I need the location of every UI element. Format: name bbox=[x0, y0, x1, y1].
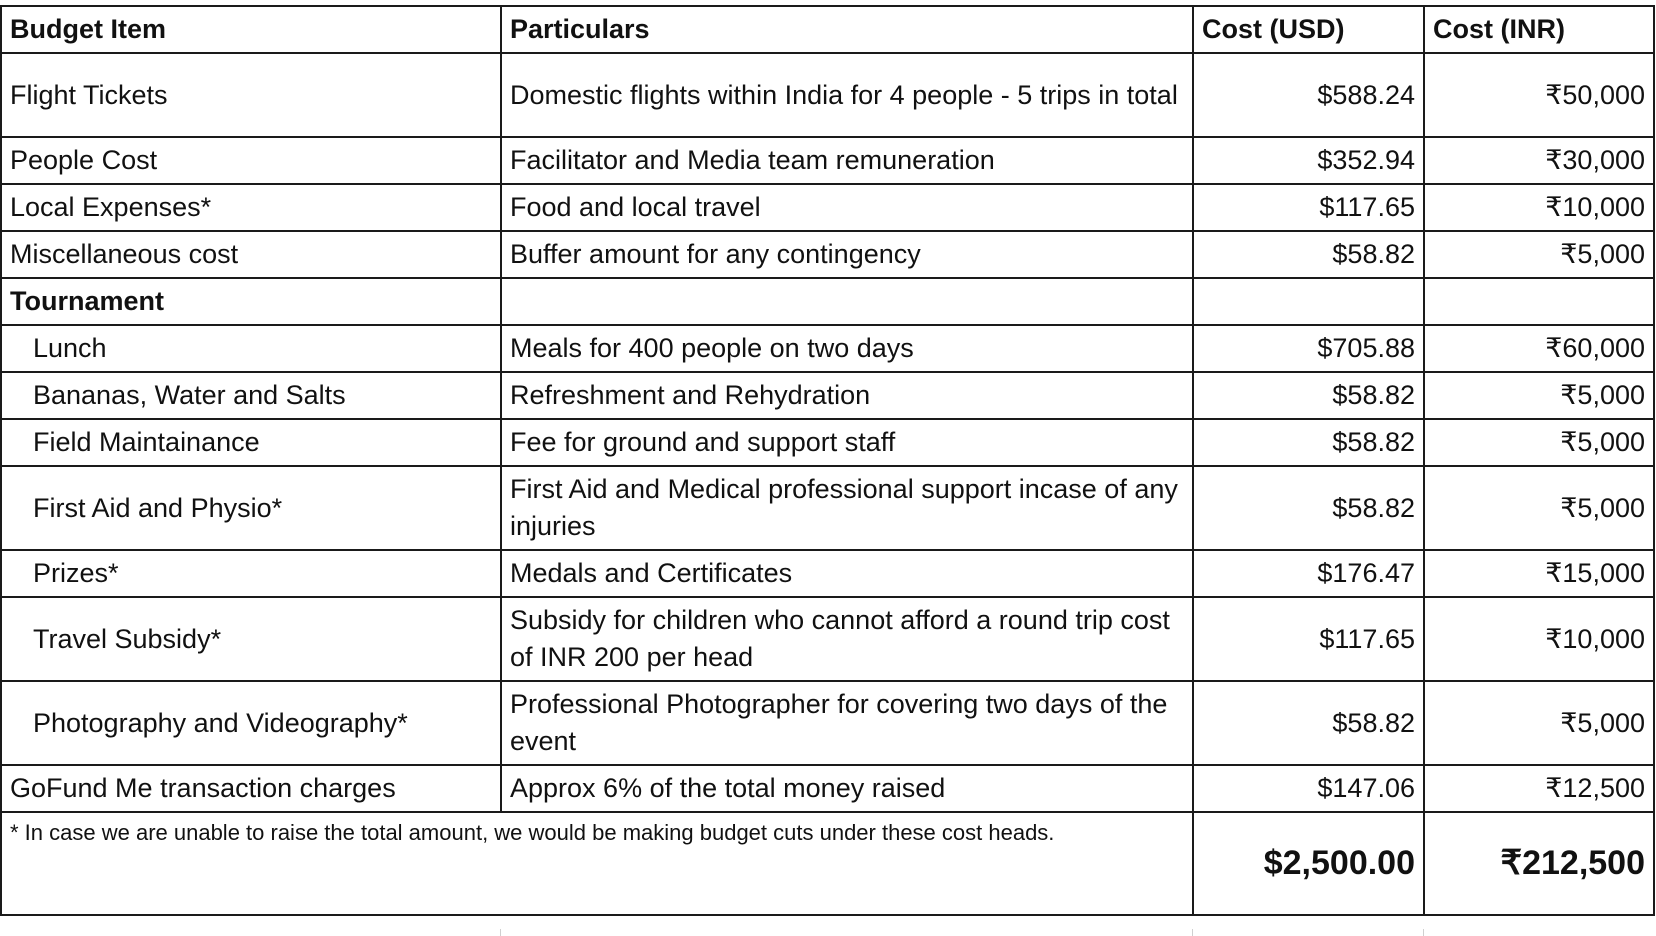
table-row bbox=[1, 137, 1654, 184]
budget-item-cell: Local Expenses* bbox=[1, 184, 501, 231]
particulars-cell: Fee for ground and support staff bbox=[501, 419, 1193, 466]
table-row bbox=[1, 419, 1654, 466]
table-row bbox=[1, 325, 1654, 372]
grid-line bbox=[1192, 929, 1193, 936]
total-inr: ₹212,500 bbox=[1424, 812, 1654, 915]
budget-table bbox=[0, 5, 1655, 916]
particulars-cell: Buffer amount for any contingency bbox=[501, 231, 1193, 278]
budget-item-cell: Lunch bbox=[1, 325, 501, 372]
grid-line bbox=[1423, 929, 1424, 936]
cost-usd-cell: $58.82 bbox=[1193, 681, 1424, 765]
header-budget-item: Budget Item bbox=[1, 6, 501, 53]
particulars-cell: Approx 6% of the total money raised bbox=[501, 765, 1193, 812]
total-usd: $2,500.00 bbox=[1193, 812, 1424, 915]
particulars-cell: Facilitator and Media team remuneration bbox=[501, 137, 1193, 184]
header-cost-inr: Cost (INR) bbox=[1424, 6, 1654, 53]
total-row bbox=[1, 812, 1654, 915]
cost-inr-cell: ₹60,000 bbox=[1424, 325, 1654, 372]
particulars-cell: First Aid and Medical professional support incase of any injuries bbox=[501, 466, 1193, 550]
cost-usd-cell: $58.82 bbox=[1193, 372, 1424, 419]
budget-item-cell: Prizes* bbox=[1, 550, 501, 597]
cost-usd-cell: $58.82 bbox=[1193, 419, 1424, 466]
cost-inr-cell: ₹10,000 bbox=[1424, 184, 1654, 231]
table-row bbox=[1, 372, 1654, 419]
cost-inr-cell: ₹10,000 bbox=[1424, 597, 1654, 681]
particulars-cell: Food and local travel bbox=[501, 184, 1193, 231]
budget-item-cell: Flight Tickets bbox=[1, 53, 501, 137]
cost-inr-cell: ₹15,000 bbox=[1424, 550, 1654, 597]
cost-inr-cell: ₹5,000 bbox=[1424, 419, 1654, 466]
cost-usd-cell: $352.94 bbox=[1193, 137, 1424, 184]
header-cost-usd: Cost (USD) bbox=[1193, 6, 1424, 53]
footnote: * In case we are unable to raise the total amount, we would be making budget cuts under these cost heads. bbox=[1, 812, 1193, 915]
header-row bbox=[1, 6, 1654, 53]
budget-item-cell: Field Maintainance bbox=[1, 419, 501, 466]
particulars-cell: Professional Photographer for covering two days of the event bbox=[501, 681, 1193, 765]
cost-inr-cell: ₹12,500 bbox=[1424, 765, 1654, 812]
budget-item-cell: Miscellaneous cost bbox=[1, 231, 501, 278]
particulars-cell: Meals for 400 people on two days bbox=[501, 325, 1193, 372]
cost-usd-cell: $117.65 bbox=[1193, 597, 1424, 681]
cost-usd-cell: $58.82 bbox=[1193, 466, 1424, 550]
cost-usd-cell: $705.88 bbox=[1193, 325, 1424, 372]
particulars-cell: Medals and Certificates bbox=[501, 550, 1193, 597]
cost-usd-cell: $117.65 bbox=[1193, 184, 1424, 231]
cost-inr-cell: ₹5,000 bbox=[1424, 231, 1654, 278]
cost-inr-cell: ₹5,000 bbox=[1424, 372, 1654, 419]
grid-line bbox=[500, 929, 501, 936]
particulars-cell bbox=[501, 278, 1193, 325]
budget-item-cell: Bananas, Water and Salts bbox=[1, 372, 501, 419]
section-heading: Tournament bbox=[1, 278, 501, 325]
particulars-cell: Subsidy for children who cannot afford a round trip cost of INR 200 per head bbox=[501, 597, 1193, 681]
table-row bbox=[1, 765, 1654, 812]
budget-item-cell: Travel Subsidy* bbox=[1, 597, 501, 681]
budget-item-cell: GoFund Me transaction charges bbox=[1, 765, 501, 812]
budget-item-cell: Photography and Videography* bbox=[1, 681, 501, 765]
table-row bbox=[1, 597, 1654, 681]
particulars-cell: Domestic flights within India for 4 people - 5 trips in total bbox=[501, 53, 1193, 137]
cost-inr-cell: ₹5,000 bbox=[1424, 466, 1654, 550]
particulars-cell: Refreshment and Rehydration bbox=[501, 372, 1193, 419]
table-row bbox=[1, 53, 1654, 137]
cost-usd-cell: $147.06 bbox=[1193, 765, 1424, 812]
cost-usd-cell bbox=[1193, 278, 1424, 325]
cost-usd-cell: $588.24 bbox=[1193, 53, 1424, 137]
header-particulars: Particulars bbox=[501, 6, 1193, 53]
cost-usd-cell: $58.82 bbox=[1193, 231, 1424, 278]
cost-inr-cell: ₹30,000 bbox=[1424, 137, 1654, 184]
cost-inr-cell bbox=[1424, 278, 1654, 325]
cost-inr-cell: ₹50,000 bbox=[1424, 53, 1654, 137]
table-row bbox=[1, 184, 1654, 231]
table-row bbox=[1, 550, 1654, 597]
table-row bbox=[1, 681, 1654, 765]
cost-inr-cell: ₹5,000 bbox=[1424, 681, 1654, 765]
cost-usd-cell: $176.47 bbox=[1193, 550, 1424, 597]
table-row bbox=[1, 231, 1654, 278]
table-row bbox=[1, 466, 1654, 550]
budget-item-cell: First Aid and Physio* bbox=[1, 466, 501, 550]
section-row-tournament bbox=[1, 278, 1654, 325]
budget-item-cell: People Cost bbox=[1, 137, 501, 184]
